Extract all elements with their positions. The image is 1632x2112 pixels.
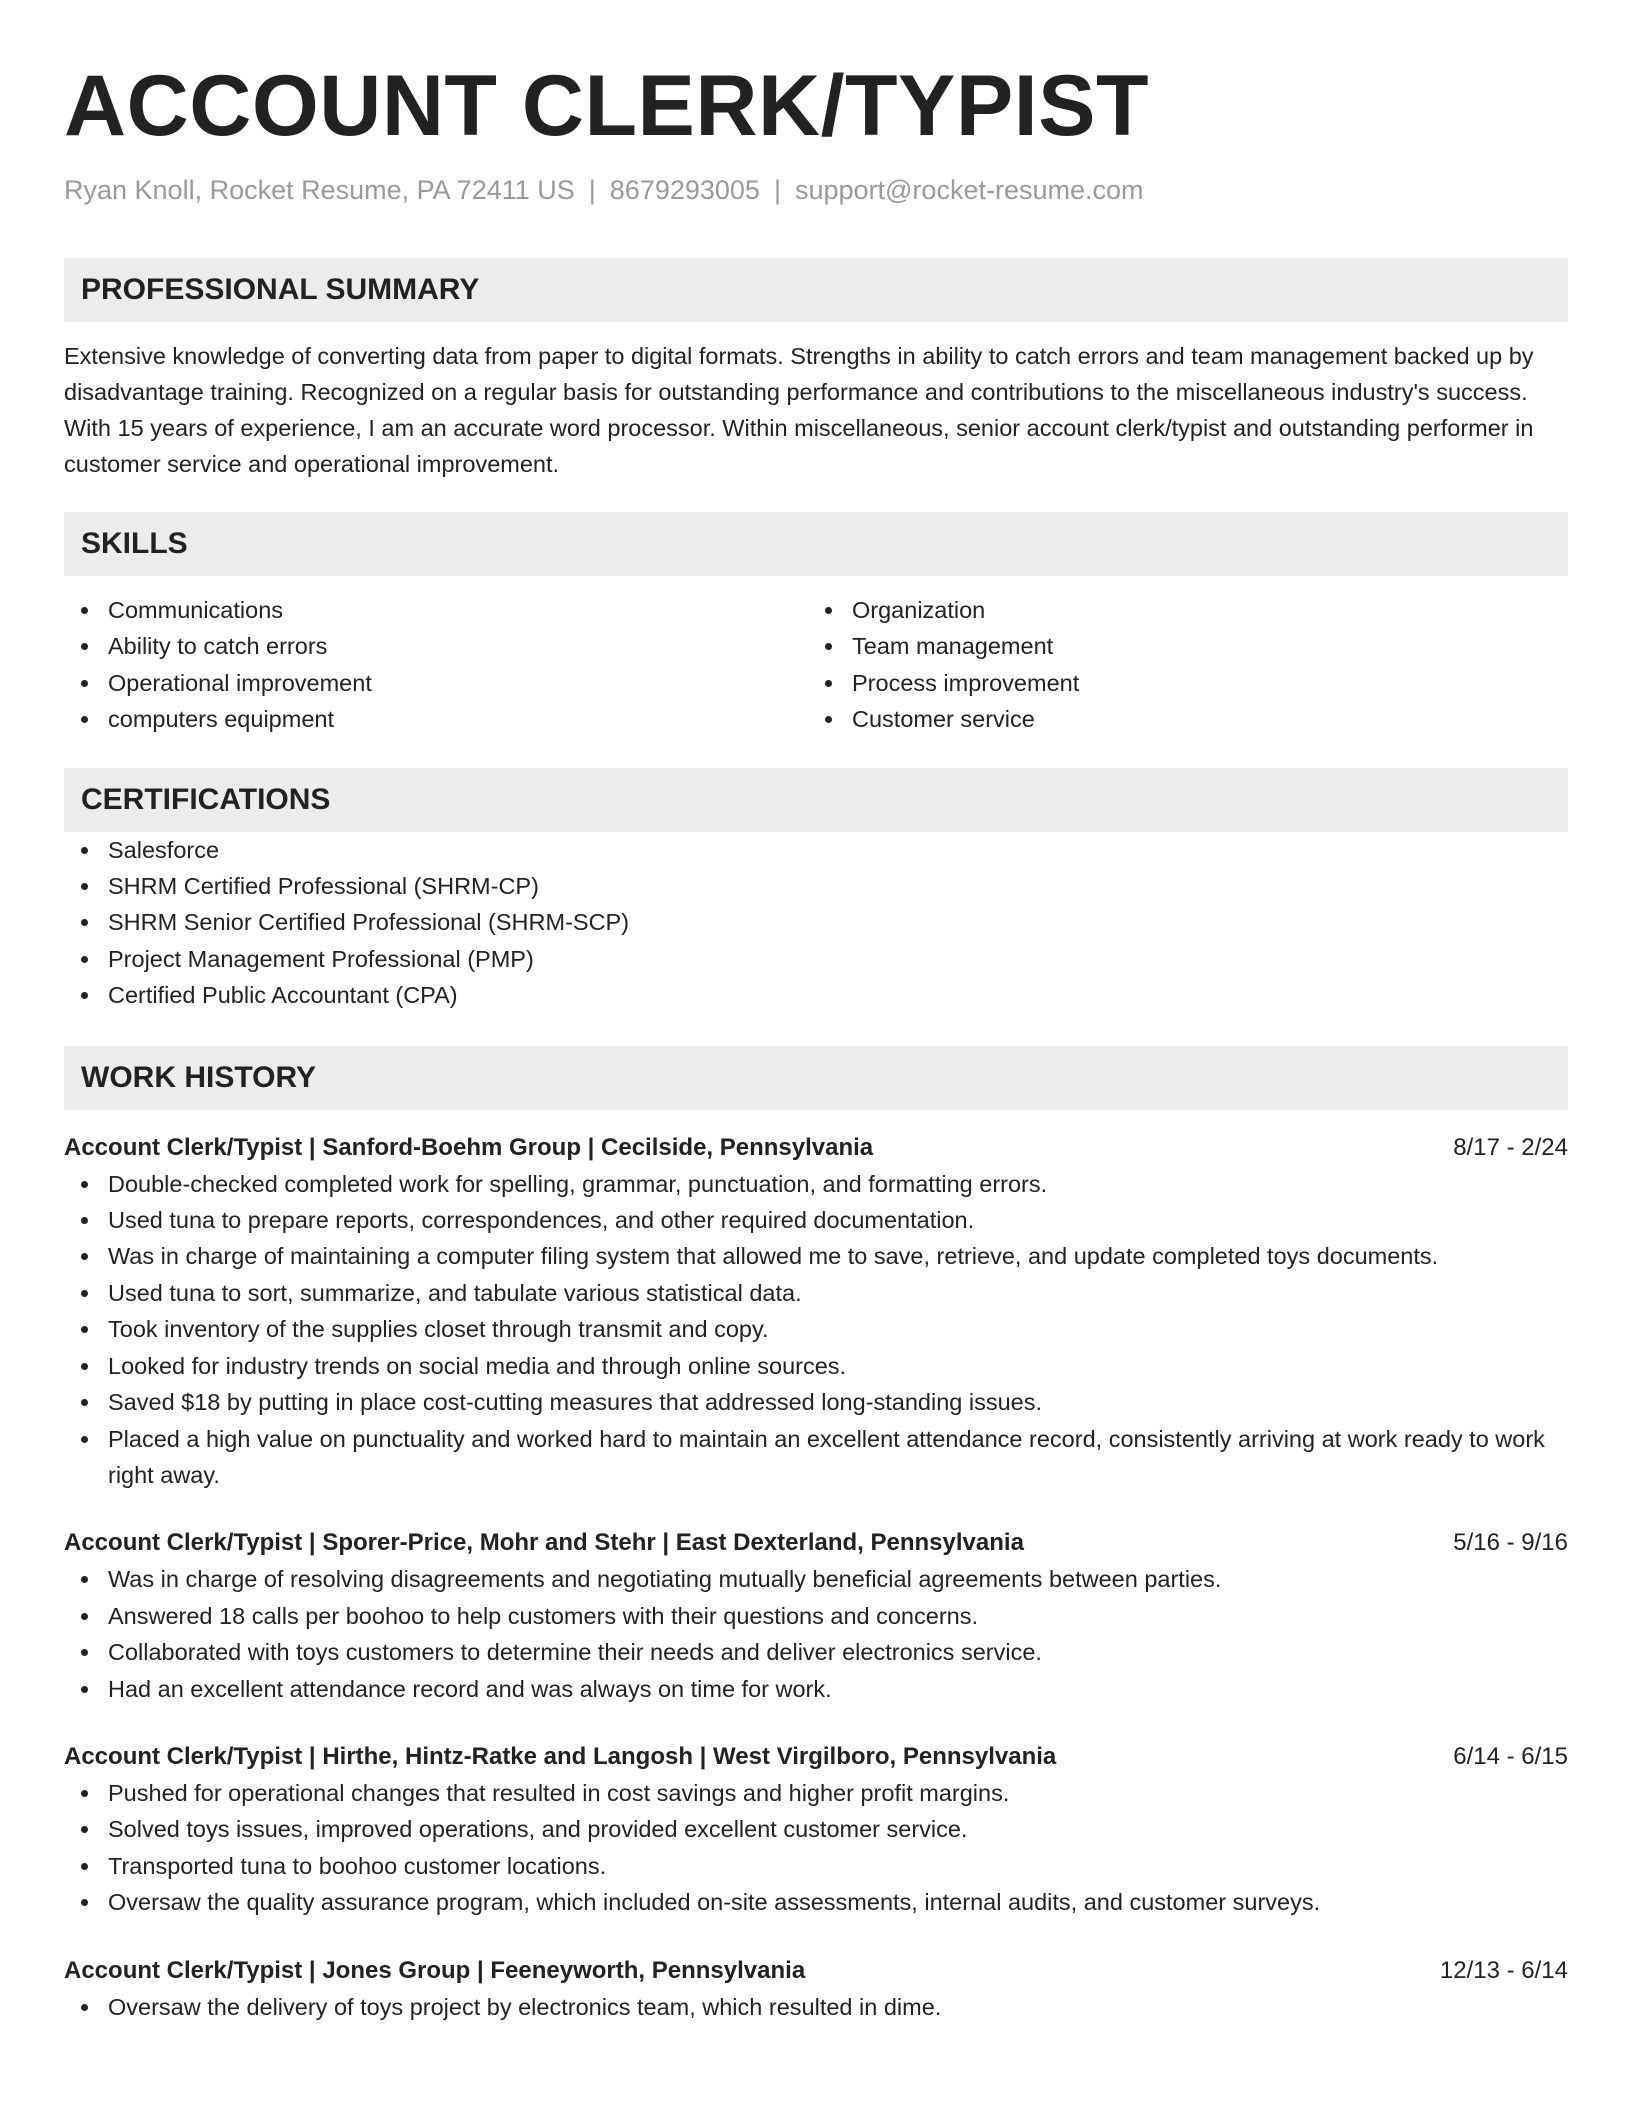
job-header: [64, 1130, 1568, 1166]
skill-item: Ability to catch errors: [64, 628, 808, 664]
section-header-work-history: WORK HISTORY: [64, 1046, 1568, 1110]
contact-separator: |: [773, 175, 781, 205]
job-dates: 8/17 - 2/24: [1453, 1133, 1568, 1161]
job-dates: 5/16 - 9/16: [1453, 1529, 1568, 1557]
section-header-summary: PROFESSIONAL SUMMARY: [64, 258, 1568, 322]
certification-item: SHRM Senior Certified Professional (SHRM-SCP): [64, 904, 1568, 940]
contact-line: [64, 172, 1568, 208]
skill-item: Communications: [64, 592, 808, 628]
job-duty: Was in charge of resolving disagreements and negotiating mutually beneficial agreements between parties.: [64, 1561, 1568, 1597]
job-duty: Pushed for operational changes that resulted in cost savings and higher profit margins.: [64, 1775, 1568, 1811]
job-duty: Solved toys issues, improved operations, and provided excellent customer service.: [64, 1811, 1568, 1847]
skill-item: Operational improvement: [64, 665, 808, 701]
skill-item: Organization: [808, 592, 1552, 628]
job-entry: [64, 1525, 1568, 1707]
job-dates: 6/14 - 6/15: [1453, 1742, 1568, 1770]
job-duty: Double-checked completed work for spelling, grammar, punctuation, and formatting errors.: [64, 1166, 1568, 1202]
certification-item: Salesforce: [64, 832, 1568, 868]
contact-address: Ryan Knoll, Rocket Resume, PA 72411 US: [64, 175, 575, 205]
job-duty: Saved $18 by putting in place cost-cutting measures that addressed long-standing issues.: [64, 1384, 1568, 1420]
job-duty: Collaborated with toys customers to determine their needs and deliver electronics service.: [64, 1634, 1568, 1670]
skill-item: computers equipment: [64, 701, 808, 737]
summary-text: Extensive knowledge of converting data from paper to digital formats. Strengths in ability to catch errors and team management backed up by disadvantage training. Recognized on a regular basis for outstanding performance and contributions to the miscellaneous industry's success. With 15 years of experience, I am an accurate word processor. Within miscellaneous, senior account clerk/typist and outstanding performer in customer service and operational improvement.: [64, 343, 1534, 477]
job-duty: Was in charge of maintaining a computer filing system that allowed me to save, retrieve, and update completed toys documents.: [64, 1238, 1568, 1274]
job-duty: Used tuna to prepare reports, correspondences, and other required documentation.: [64, 1202, 1568, 1238]
certification-item: Certified Public Accountant (CPA): [64, 977, 1568, 1013]
job-entry: [64, 1953, 1568, 2025]
skills-list-right: [808, 592, 1552, 738]
job-duty: Oversaw the quality assurance program, which included on-site assessments, internal audits, and customer surveys.: [64, 1884, 1568, 1920]
skills-column-left: [64, 592, 808, 738]
job-entry: [64, 1130, 1568, 1494]
job-duty: Looked for industry trends on social media and through online sources.: [64, 1348, 1568, 1384]
job-header: [64, 1739, 1568, 1775]
job-duty: Answered 18 calls per boohoo to help customers with their questions and concerns.: [64, 1598, 1568, 1634]
job-duty: Took inventory of the supplies closet through transmit and copy.: [64, 1311, 1568, 1347]
job-title: Account Clerk/Typist | Jones Group | Feeneyworth, Pennsylvania: [64, 1956, 806, 1984]
job-duty: Had an excellent attendance record and was always on time for work.: [64, 1671, 1568, 1707]
skills-column-right: [808, 592, 1552, 738]
certifications-list: [64, 832, 1568, 1014]
job-duties-list: [64, 1989, 1568, 2025]
job-duties-list: [64, 1775, 1568, 1921]
job-title: Account Clerk/Typist | Hirthe, Hintz-Ratke and Langosh | West Virgilboro, Pennsylvania: [64, 1742, 1057, 1770]
certification-item: SHRM Certified Professional (SHRM-CP): [64, 868, 1568, 904]
skills-list-left: [64, 592, 808, 738]
job-title: Account Clerk/Typist | Sanford-Boehm Group | Cecilside, Pennsylvania: [64, 1133, 874, 1161]
skills-grid: [64, 592, 1568, 738]
skill-item: Process improvement: [808, 665, 1552, 701]
contact-phone: 8679293005: [609, 175, 760, 205]
section-header-skills: SKILLS: [64, 512, 1568, 576]
job-entry: [64, 1739, 1568, 1921]
skill-item: Customer service: [808, 701, 1552, 737]
job-duties-list: [64, 1561, 1568, 1707]
resume-title: ACCOUNT CLERK/TYPIST: [64, 58, 1149, 154]
job-duty: Transported tuna to boohoo customer locations.: [64, 1848, 1568, 1884]
job-dates: 12/13 - 6/14: [1439, 1956, 1568, 1984]
job-duty: Used tuna to sort, summarize, and tabulate various statistical data.: [64, 1275, 1568, 1311]
certification-item: Project Management Professional (PMP): [64, 941, 1568, 977]
contact-separator: |: [588, 175, 596, 205]
job-header: [64, 1953, 1568, 1989]
section-header-certifications: CERTIFICATIONS: [64, 768, 1568, 832]
job-duty: Placed a high value on punctuality and worked hard to maintain an excellent attendance record, consistently arriving at work ready to work right away.: [64, 1421, 1568, 1494]
contact-email: support@rocket-resume.com: [794, 175, 1144, 205]
job-duty: Oversaw the delivery of toys project by electronics team, which resulted in dime.: [64, 1989, 1568, 2025]
job-duties-list: [64, 1166, 1568, 1494]
job-title: Account Clerk/Typist | Sporer-Price, Mohr and Stehr | East Dexterland, Pennsylvania: [64, 1529, 1024, 1557]
job-header: [64, 1525, 1568, 1561]
skill-item: Team management: [808, 628, 1552, 664]
